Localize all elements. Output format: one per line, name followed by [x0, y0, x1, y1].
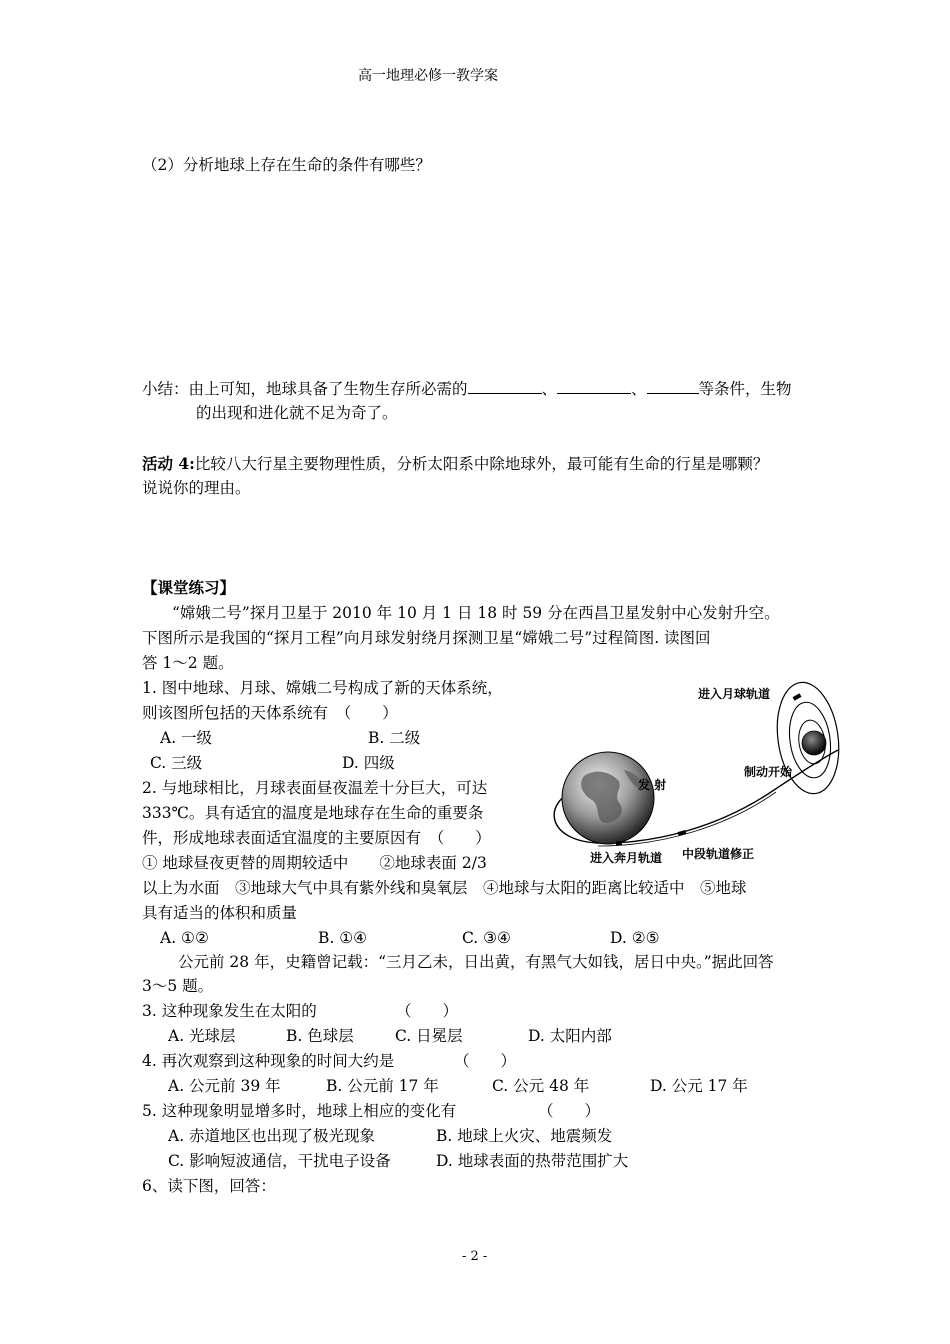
- q2-stem-line-2: 333℃。具有适宜的温度是地球存在生命的重要条: [142, 804, 484, 822]
- activity-4: [142, 452, 768, 476]
- practice-heading: 【课堂练习】: [142, 578, 236, 597]
- q1-stem-line-1: 1. 图中地球、月球、嫦娥二号构成了新的天体系统，: [142, 679, 503, 697]
- page-header: 高一地理必修一教学案: [358, 68, 498, 84]
- q6-stem: 6、读下图，回答：: [142, 1177, 276, 1195]
- q5-answer-blank[interactable]: （ ）: [538, 1102, 601, 1120]
- q4-option-d[interactable]: D. 公元 17 年: [650, 1077, 748, 1095]
- activity-4-text: 比较八大行星主要物理性质，分析太阳系中除地球外，最可能有生命的行星是哪颗？: [194, 455, 769, 473]
- q5-option-b[interactable]: B. 地球上火灾、地震频发: [436, 1127, 613, 1145]
- q1-option-a[interactable]: A. 一级: [160, 729, 213, 747]
- q5-option-d[interactable]: D. 地球表面的热带范围扩大: [436, 1152, 629, 1170]
- q1-option-b[interactable]: B. 二级: [368, 729, 421, 747]
- q2-option-a[interactable]: A. ①②: [160, 929, 209, 947]
- q3-option-d[interactable]: D. 太阳内部: [528, 1027, 612, 1045]
- q4-answer-blank[interactable]: （ ）: [454, 1052, 517, 1070]
- earth-globe: [562, 752, 654, 844]
- label-midcourse-correction: 中段轨道修正: [682, 847, 755, 861]
- q1-option-d[interactable]: D. 四级: [342, 754, 395, 772]
- label-enter-transfer-orbit: 进入奔月轨道: [590, 851, 663, 865]
- label-brake-start: 制动开始: [744, 765, 793, 779]
- q2-stem-line-5: 以上为水面 ③地球大气中具有紫外线和臭氧层 ④地球与太阳的距离比较适中 ⑤地球: [142, 879, 747, 897]
- practice-intro-line-2: 下图所示是我国的“探月工程”向月球发射绕月探测卫星“嫦娥二号”过程简图. 读图回: [142, 629, 711, 647]
- question-2-prompt: （2）分析地球上存在生命的条件有哪些？: [142, 156, 431, 174]
- label-launch: 发 射: [638, 778, 667, 792]
- q2-option-b[interactable]: B. ①④: [318, 929, 368, 947]
- q2-stem-line-3: 件，形成地球表面适宜温度的主要原因有 （ ）: [142, 829, 491, 847]
- q3-option-a[interactable]: A. 光球层: [168, 1027, 236, 1045]
- activity-4-line-2: 说说你的理由。: [142, 479, 251, 497]
- q4-option-a[interactable]: A. 公元前 39 年: [168, 1077, 281, 1095]
- practice-intro2-line-1: 公元前 28 年，史籍曾记载：“三月乙未，日出黄，有黑气大如钱，居日中央。”据此回答: [178, 953, 774, 971]
- practice-intro2-line-2: 3～5 题。: [142, 977, 214, 995]
- label-enter-moon-orbit: 进入月球轨道: [698, 687, 771, 701]
- q2-stem-line-4: ① 地球昼夜更替的周期较适中 ②地球表面 2/3: [142, 854, 487, 872]
- q3-stem: 3. 这种现象发生在太阳的: [142, 1002, 317, 1020]
- q2-stem-line-1: 2. 与地球相比，月球表面昼夜温差十分巨大，可达: [142, 779, 488, 797]
- summary-line-2: 的出现和进化就不足为奇了。: [196, 404, 398, 422]
- q4-stem: 4. 再次观察到这种现象的时间大约是: [142, 1052, 395, 1070]
- summary-blank-3[interactable]: [647, 377, 699, 394]
- summary-sep-2: 、: [631, 380, 647, 398]
- lunar-trajectory-diagram: [538, 676, 840, 871]
- summary-tail: 等条件，生物: [698, 380, 792, 398]
- summary-blank-2[interactable]: [557, 377, 631, 394]
- practice-intro-line-3: 答 1～2 题。: [142, 654, 234, 672]
- q4-option-c[interactable]: C. 公元 48 年: [492, 1077, 590, 1095]
- activity-4-label: 活动 4:: [142, 454, 195, 473]
- summary-sep-1: 、: [541, 380, 558, 398]
- q3-answer-blank[interactable]: （ ）: [396, 1002, 459, 1020]
- q5-option-a[interactable]: A. 赤道地区也出现了极光现象: [168, 1127, 376, 1145]
- q4-option-b[interactable]: B. 公元前 17 年: [326, 1077, 439, 1095]
- q3-option-b[interactable]: B. 色球层: [286, 1027, 354, 1045]
- q2-option-d[interactable]: D. ②⑤: [610, 929, 660, 947]
- practice-intro-line-1: “嫦娥二号”探月卫星于 2010 年 10 月 1 日 18 时 59 分在西昌卫星发射中心发射升空。: [172, 604, 780, 622]
- q5-option-c[interactable]: C. 影响短波通信，干扰电子设备: [168, 1152, 391, 1170]
- summary-line-1: [142, 377, 792, 401]
- page-number: - 2 -: [462, 1249, 488, 1264]
- q1-option-c[interactable]: C. 三级: [150, 754, 203, 772]
- moon: [802, 731, 826, 755]
- q2-stem-line-6: 具有适当的体积和质量: [142, 904, 298, 922]
- q1-stem-line-2: 则该图所包括的天体系统有 （ ）: [142, 704, 398, 722]
- q2-option-c[interactable]: C. ③④: [462, 929, 511, 947]
- summary-blank-1[interactable]: [468, 377, 542, 394]
- q3-option-c[interactable]: C. 日冕层: [395, 1027, 463, 1045]
- summary-lead: 小结：由上可知，地球具备了生物生存所必需的: [142, 380, 468, 398]
- q5-stem: 5. 这种现象明显增多时，地球上相应的变化有: [142, 1102, 457, 1120]
